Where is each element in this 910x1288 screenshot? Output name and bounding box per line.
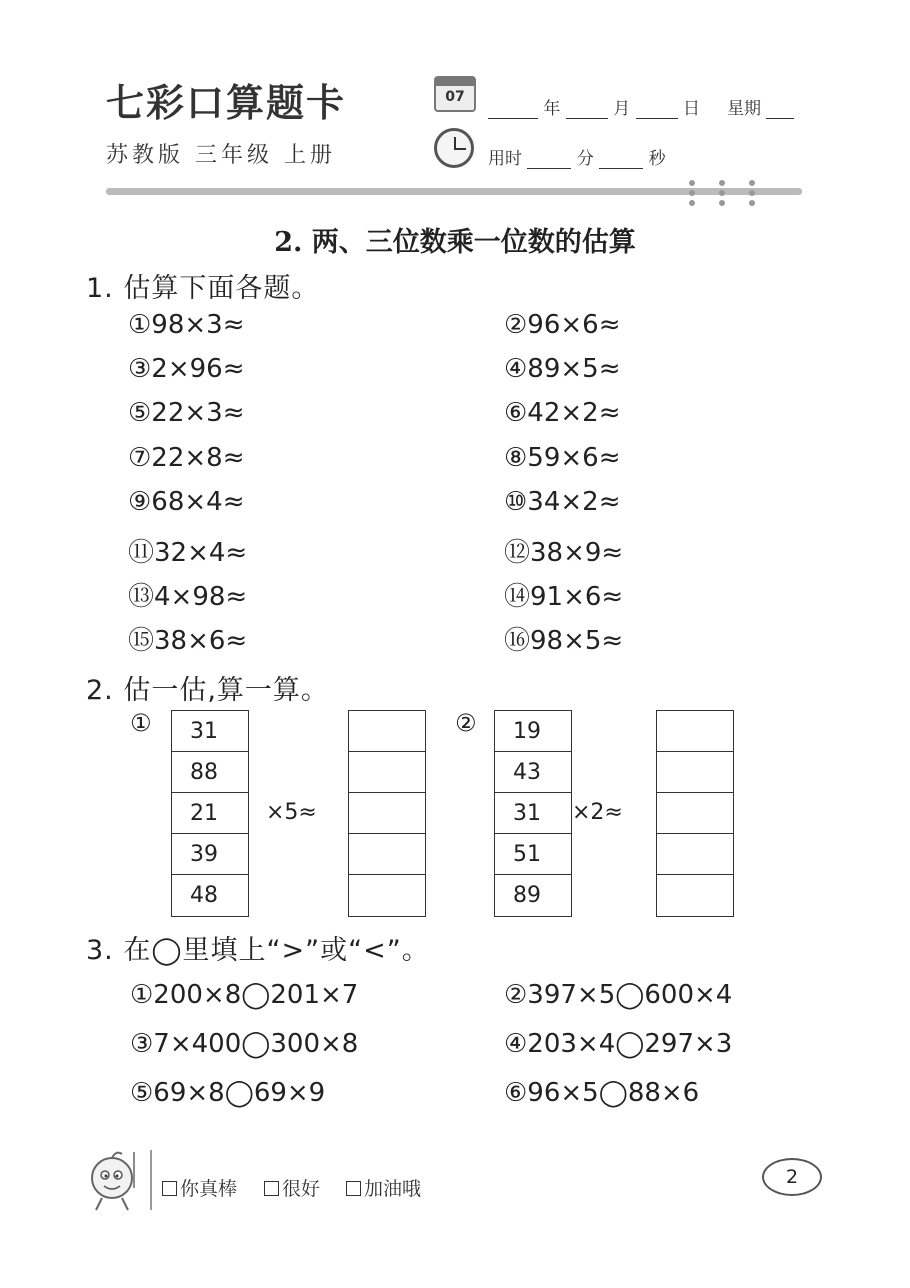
time-label: 用时 — [488, 149, 522, 169]
q1-item[interactable]: ③2×96≈ — [128, 354, 245, 384]
rating-option-great[interactable] — [162, 1174, 237, 1201]
header-divider — [106, 188, 802, 195]
q1-item[interactable]: ⑩34×2≈ — [504, 487, 621, 517]
second-label: 秒 — [648, 149, 666, 169]
answer-box[interactable] — [657, 752, 733, 793]
rating-label: 你真棒 — [180, 1178, 238, 1200]
calendar-number: 07 — [445, 89, 465, 105]
number-cell: 31 — [495, 793, 571, 834]
date-fields — [488, 94, 794, 119]
answer-box[interactable] — [657, 793, 733, 834]
q3-item[interactable]: ⑥96×5◯88×6 — [504, 1078, 700, 1108]
answer-column — [348, 710, 426, 917]
operator-label: ×5≈ — [266, 800, 317, 825]
question-2-heading: 2. 估一估,算一算。 — [86, 675, 329, 706]
answer-box[interactable] — [349, 711, 425, 752]
checkbox-icon[interactable] — [162, 1181, 177, 1196]
question-3-heading: 3. 在◯里填上“>”或“<”。 — [86, 935, 430, 966]
answer-box[interactable] — [349, 752, 425, 793]
number-cell: 39 — [172, 834, 248, 875]
q1-item[interactable]: ①98×3≈ — [128, 310, 245, 340]
year-blank[interactable] — [488, 101, 538, 119]
q3-item[interactable]: ①200×8◯201×7 — [130, 980, 359, 1010]
answer-box[interactable] — [349, 875, 425, 916]
q1-item[interactable]: ②96×6≈ — [504, 310, 621, 340]
clock-icon — [434, 128, 474, 168]
q3-item[interactable]: ②397×5◯600×4 — [504, 980, 733, 1010]
answer-box[interactable] — [657, 875, 733, 916]
checkbox-icon[interactable] — [264, 1181, 279, 1196]
month-blank[interactable] — [566, 101, 608, 119]
brand-title: 七彩口算题卡 — [106, 80, 347, 125]
number-cell: 19 — [495, 711, 571, 752]
time-fields — [488, 144, 666, 169]
answer-column — [656, 710, 734, 917]
number-cell: 88 — [172, 752, 248, 793]
rating-label: 加油哦 — [364, 1178, 422, 1200]
page-number: 2 — [762, 1158, 822, 1196]
number-cell: 89 — [513, 883, 541, 908]
q1-item[interactable]: ⑭91×6≈ — [504, 582, 624, 612]
checkbox-icon[interactable] — [346, 1181, 361, 1196]
rating-option-good[interactable] — [264, 1174, 320, 1201]
number-column — [171, 710, 249, 917]
q1-item[interactable]: ④89×5≈ — [504, 354, 621, 384]
group-label: ① — [130, 709, 152, 737]
number-cell: 43 — [495, 752, 571, 793]
operator-label: ×2≈ — [572, 800, 623, 825]
bead-decoration — [690, 180, 694, 206]
q1-item[interactable]: ⑦22×8≈ — [128, 443, 245, 473]
q1-item[interactable]: ⑥42×2≈ — [504, 398, 621, 428]
calendar-icon — [434, 76, 476, 112]
answer-box[interactable] — [349, 793, 425, 834]
answer-box[interactable] — [657, 711, 733, 752]
number-cell: 51 — [495, 834, 571, 875]
rating-label: 很好 — [282, 1178, 321, 1200]
q1-item[interactable]: ⑨68×4≈ — [128, 487, 245, 517]
second-blank[interactable] — [599, 151, 643, 169]
number-cell: 31 — [172, 711, 248, 752]
q1-item[interactable]: ⑮38×6≈ — [128, 626, 248, 656]
bead-decoration — [720, 180, 724, 206]
q3-item[interactable]: ⑤69×8◯69×9 — [130, 1078, 326, 1108]
q3-item[interactable]: ③7×400◯300×8 — [130, 1029, 359, 1059]
answer-box[interactable] — [349, 834, 425, 875]
q1-item[interactable]: ⑯98×5≈ — [504, 626, 624, 656]
day-blank[interactable] — [636, 101, 678, 119]
answer-box[interactable] — [657, 834, 733, 875]
q1-item[interactable]: ⑬4×98≈ — [128, 582, 248, 612]
number-column — [494, 710, 572, 917]
number-cell: 48 — [190, 883, 218, 908]
q1-item[interactable]: ⑤22×3≈ — [128, 398, 245, 428]
number-cell: 21 — [172, 793, 248, 834]
year-label: 年 — [543, 99, 561, 119]
rating-option-keep-going[interactable] — [346, 1174, 421, 1201]
week-label: 星期 — [727, 99, 762, 119]
brand-subtitle: 苏教版 三年级 上册 — [106, 143, 336, 168]
bead-decoration — [750, 180, 754, 206]
minute-label: 分 — [576, 149, 594, 169]
q1-item[interactable]: ⑪32×4≈ — [128, 538, 248, 568]
day-label: 日 — [683, 99, 701, 119]
page-title: 2. 两、三位数乘一位数的估算 — [274, 227, 636, 258]
group-label: ② — [455, 709, 477, 737]
week-blank[interactable] — [766, 101, 794, 119]
q3-item[interactable]: ④203×4◯297×3 — [504, 1029, 733, 1059]
footer-divider — [150, 1150, 152, 1210]
month-label: 月 — [613, 99, 631, 119]
minute-blank[interactable] — [527, 151, 571, 169]
mascot-icon — [82, 1148, 146, 1214]
q1-item[interactable]: ⑧59×6≈ — [504, 443, 621, 473]
q1-item[interactable]: ⑫38×9≈ — [504, 538, 624, 568]
question-1-heading: 1. 估算下面各题。 — [86, 273, 320, 304]
